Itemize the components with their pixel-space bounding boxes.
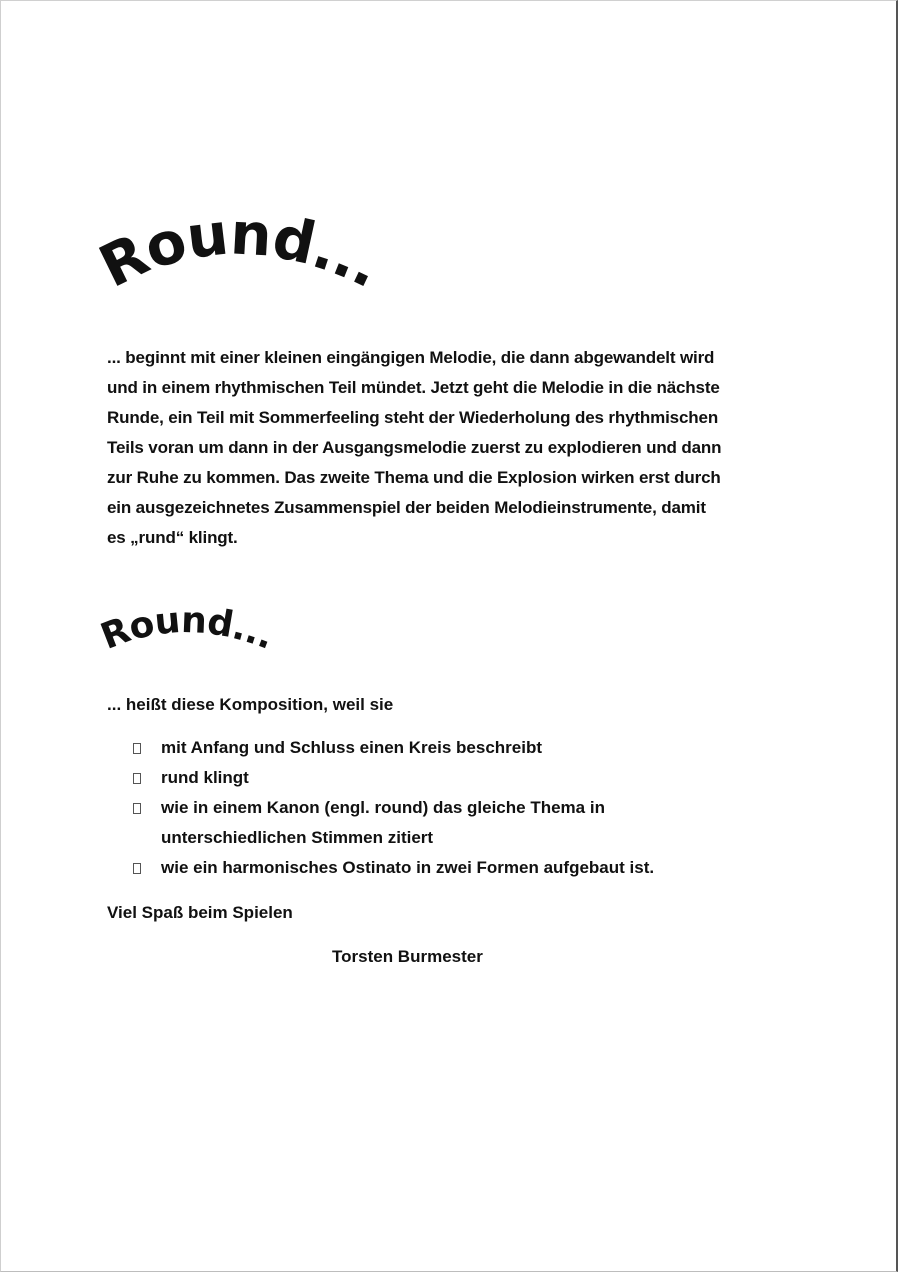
list-item-text: rund klingt	[161, 768, 249, 787]
title-round-small-text: Round...	[95, 599, 280, 658]
list-item	[133, 733, 654, 763]
bullet-icon	[133, 743, 141, 754]
bullet-icon	[133, 773, 141, 784]
paragraph-line: ... beginnt mit einer kleinen eingängigen Melodie, die dann abgewandelt wird	[107, 348, 715, 367]
list-item	[133, 793, 654, 823]
list-item-text: mit Anfang und Schluss einen Kreis beschreibt	[161, 738, 542, 757]
list-item	[133, 763, 654, 793]
paragraph-line: Runde, ein Teil mit Sommerfeeling steht der Wiederholung des rhythmischen	[107, 408, 719, 427]
list-item	[133, 853, 654, 883]
list-item-text: wie in einem Kanon (engl. round) das gleiche Thema in	[161, 798, 605, 817]
reasons-list	[133, 733, 654, 883]
intro-text: ... heißt diese Komposition, weil sie	[107, 695, 394, 714]
list-item-text: unterschiedlichen Stimmen zitiert	[161, 828, 434, 847]
closing-text: Viel Spaß beim Spielen	[107, 903, 293, 922]
bullet-icon	[133, 863, 141, 874]
paragraph-line: ein ausgezeichnetes Zusammenspiel der beiden Melodieinstrumente, damit	[107, 498, 706, 517]
description-paragraph	[107, 343, 807, 553]
bullet-icon	[133, 803, 141, 814]
svg-text:Round...	[89, 199, 391, 300]
author-name: Torsten Burmester	[332, 947, 483, 966]
list-item-text: wie ein harmonisches Ostinato in zwei Formen aufgebaut ist.	[161, 858, 655, 877]
title-round-small	[95, 598, 305, 678]
svg-text:Round...	[95, 600, 279, 658]
paragraph-line: es „rund“ klingt.	[107, 528, 238, 547]
title-round-large	[88, 199, 395, 315]
title-round-large-text: Round...	[88, 199, 391, 301]
paragraph-line: zur Ruhe zu kommen. Das zweite Thema und die Explosion wirken erst durch	[107, 468, 721, 487]
paragraph-line: Teils voran um dann in der Ausgangsmelodie zuerst zu explodieren und dann	[107, 438, 722, 457]
paragraph-line: und in einem rhythmischen Teil mündet. Jetzt geht die Melodie in die nächste	[107, 378, 720, 397]
list-item-continuation	[133, 823, 654, 853]
